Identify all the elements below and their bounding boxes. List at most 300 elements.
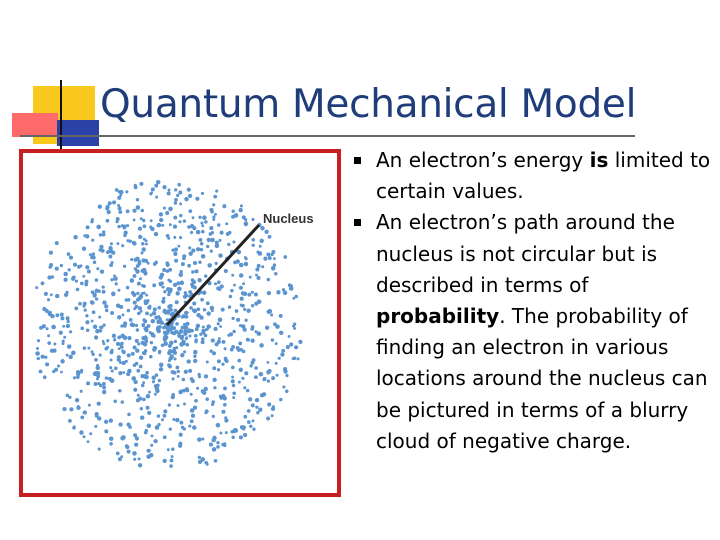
electron-dot <box>198 260 201 263</box>
electron-dot <box>250 339 254 343</box>
electron-dot <box>94 335 98 339</box>
electron-dot <box>78 302 82 306</box>
electron-dot <box>113 338 116 341</box>
electron-dot <box>267 278 270 281</box>
electron-dot <box>193 309 198 314</box>
electron-dot <box>118 359 121 362</box>
electron-dot <box>105 205 109 209</box>
electron-dot <box>275 342 278 345</box>
electron-dot <box>255 274 258 277</box>
electron-dot <box>165 211 169 215</box>
electron-dot <box>73 425 76 428</box>
electron-dot <box>134 184 137 187</box>
electron-dot <box>276 290 280 294</box>
electron-dot <box>102 300 106 304</box>
electron-dot <box>168 207 173 212</box>
electron-dot <box>212 351 216 355</box>
electron-dot <box>143 352 146 355</box>
electron-dot <box>37 339 40 342</box>
electron-dot <box>222 204 226 208</box>
electron-dot <box>188 290 192 294</box>
title-underline <box>20 135 635 137</box>
electron-dot <box>94 358 98 362</box>
electron-dot <box>210 238 215 243</box>
electron-dot <box>155 389 159 393</box>
electron-dot <box>247 409 251 413</box>
electron-dot <box>140 415 144 419</box>
electron-dot <box>212 366 216 370</box>
electron-dot <box>254 292 258 296</box>
electron-dot <box>217 280 221 284</box>
electron-dot <box>136 264 140 268</box>
electron-dot <box>41 281 45 285</box>
electron-dot <box>274 272 278 276</box>
electron-dot <box>145 243 148 246</box>
electron-dot <box>139 365 143 369</box>
electron-dot <box>198 375 201 378</box>
electron-dot <box>206 245 209 248</box>
electron-dot <box>218 337 221 340</box>
electron-dot <box>138 227 142 231</box>
electron-dot <box>194 334 198 338</box>
electron-dot <box>159 212 163 216</box>
electron-dot <box>141 242 145 246</box>
electron-dot <box>150 332 154 336</box>
electron-dot <box>82 305 85 308</box>
electron-dot <box>150 219 153 222</box>
electron-dot <box>251 304 254 307</box>
electron-dot <box>118 389 122 393</box>
electron-dot <box>154 346 158 350</box>
electron-dot <box>217 223 221 227</box>
electron-dot <box>113 276 118 281</box>
electron-dot <box>204 374 208 378</box>
electron-dot <box>149 355 153 359</box>
electron-dot <box>236 318 240 322</box>
electron-dot <box>196 307 200 311</box>
electron-dot <box>98 248 101 251</box>
electron-dot <box>107 210 111 214</box>
electron-dot <box>214 282 217 285</box>
electron-dot <box>129 318 133 322</box>
electron-dot <box>160 219 163 222</box>
electron-dot <box>137 394 140 397</box>
electron-dot <box>179 273 184 278</box>
electron-dot <box>97 290 100 293</box>
electron-dot <box>111 349 114 352</box>
electron-dot <box>192 425 196 429</box>
electron-dot <box>51 325 56 330</box>
electron-dot <box>259 245 262 248</box>
electron-dot <box>76 288 80 292</box>
electron-dot <box>87 440 90 443</box>
electron-dot <box>137 342 140 345</box>
bullet-emphasis: is <box>589 148 609 172</box>
bullet-text: . The probability of finding an electron in various locations around the nucleus can be pictured in terms of a blurry cloud of negative charge. <box>376 304 708 453</box>
electron-dot <box>145 429 148 432</box>
electron-dot <box>174 259 178 263</box>
electron-dot <box>239 208 243 212</box>
electron-dot <box>111 369 114 372</box>
electron-dot <box>183 403 186 406</box>
electron-dot <box>150 444 153 447</box>
electron-dot <box>192 301 196 305</box>
electron-dot <box>175 300 179 304</box>
electron-dot <box>244 371 248 375</box>
electron-dot <box>163 459 167 463</box>
electron-dot <box>247 338 250 341</box>
electron-dot <box>117 336 121 340</box>
electron-dot <box>187 188 191 192</box>
electron-dot <box>127 450 131 454</box>
electron-dot <box>93 325 97 329</box>
electron-dot <box>151 319 156 324</box>
electron-dot <box>252 419 255 422</box>
electron-dot <box>293 327 296 330</box>
electron-dot <box>100 326 104 330</box>
electron-dot <box>122 371 125 374</box>
electron-dot <box>90 255 94 259</box>
electron-dot <box>152 381 155 384</box>
electron-dot <box>228 305 231 308</box>
electron-dot <box>198 456 201 459</box>
electron-dot <box>140 407 143 410</box>
electron-dot <box>155 373 159 377</box>
electron-dot <box>198 216 201 219</box>
electron-dot <box>162 185 166 189</box>
electron-dot <box>167 363 171 367</box>
electron-dot <box>47 341 51 345</box>
electron-dot <box>211 231 214 234</box>
electron-dot <box>125 444 129 448</box>
electron-dot <box>102 385 106 389</box>
electron-dot <box>159 363 164 368</box>
electron-dot <box>132 241 136 245</box>
electron-dot <box>102 230 105 233</box>
electron-dot <box>268 235 272 239</box>
electron-dot <box>222 340 226 344</box>
electron-dot <box>217 368 220 371</box>
electron-dot <box>191 414 195 418</box>
electron-dot <box>120 324 123 327</box>
electron-dot <box>244 319 247 322</box>
electron-dot <box>179 433 183 437</box>
electron-dot <box>75 398 79 402</box>
electron-dot <box>188 425 191 428</box>
electron-dot <box>262 378 265 381</box>
electron-dot <box>255 267 259 271</box>
electron-dot <box>126 372 130 376</box>
electron-dot <box>115 282 118 285</box>
electron-dot <box>72 276 76 280</box>
electron-dot <box>55 294 59 298</box>
electron-dot <box>220 231 224 235</box>
electron-dot <box>197 278 201 282</box>
electron-dot <box>251 218 254 221</box>
electron-dot <box>227 334 230 337</box>
electron-dot <box>64 293 68 297</box>
electron-dot <box>189 335 192 338</box>
electron-dot <box>102 382 106 386</box>
electron-dot <box>169 223 172 226</box>
electron-dot <box>169 280 172 283</box>
electron-dot <box>130 258 133 261</box>
electron-dot <box>158 319 162 323</box>
electron-dot <box>177 245 180 248</box>
electron-dot <box>279 331 283 335</box>
electron-dot <box>105 219 109 223</box>
electron-dot <box>254 375 258 379</box>
electron-dot <box>172 326 176 330</box>
electron-dot <box>252 244 255 247</box>
electron-dot <box>117 225 120 228</box>
electron-dot <box>184 311 188 315</box>
electron-dot <box>97 402 101 406</box>
electron-dot <box>102 286 105 289</box>
electron-dot <box>88 404 91 407</box>
electron-dot <box>84 308 87 311</box>
electron-dot <box>104 304 108 308</box>
electron-dot <box>242 282 245 285</box>
electron-dot <box>246 309 250 313</box>
electron-dot <box>239 324 242 327</box>
electron-dot <box>108 201 112 205</box>
electron-dot <box>143 224 147 228</box>
electron-dot <box>213 327 217 331</box>
electron-dot <box>118 457 122 461</box>
electron-dot <box>288 283 292 287</box>
electron-dot <box>231 274 234 277</box>
electron-dot <box>99 354 102 357</box>
electron-dot <box>163 435 167 439</box>
electron-dot <box>265 326 269 330</box>
electron-dot <box>249 276 252 279</box>
electron-dot <box>207 263 212 268</box>
electron-dot <box>49 251 53 255</box>
electron-dot <box>73 235 77 239</box>
electron-dot <box>280 352 284 356</box>
electron-dot <box>170 354 174 358</box>
electron-dot <box>145 294 148 297</box>
electron-dot <box>232 241 235 244</box>
electron-dot <box>231 215 235 219</box>
electron-dot <box>259 372 264 377</box>
electron-dot <box>260 226 264 230</box>
electron-dot <box>191 379 195 383</box>
electron-dot <box>146 301 149 304</box>
electron-dot <box>50 349 54 353</box>
electron-dot <box>231 376 234 379</box>
electron-dot <box>180 281 185 286</box>
electron-dot <box>185 387 189 391</box>
electron-dot <box>294 295 298 299</box>
electron-dot <box>132 209 136 213</box>
electron-dot <box>236 259 240 263</box>
electron-dot <box>202 290 207 295</box>
electron-dot <box>133 433 137 437</box>
electron-dot <box>181 426 184 429</box>
electron-dot <box>283 255 287 259</box>
electron-dot <box>126 286 130 290</box>
electron-dot <box>181 340 186 345</box>
electron-dot <box>188 369 192 373</box>
electron-dot <box>57 364 60 367</box>
electron-dot <box>206 311 210 315</box>
electron-dot <box>256 276 260 280</box>
electron-dot <box>145 371 149 375</box>
electron-dot <box>221 410 225 414</box>
electron-dot <box>69 330 72 333</box>
electron-dot <box>117 315 121 319</box>
electron-dot <box>80 416 84 420</box>
electron-dot <box>188 209 192 213</box>
electron-dot <box>169 304 173 308</box>
electron-dot <box>121 400 124 403</box>
electron-dot <box>262 392 266 396</box>
electron-dot <box>162 286 165 289</box>
electron-dot <box>95 278 99 282</box>
electron-dot <box>163 290 166 293</box>
electron-dot <box>139 182 143 186</box>
electron-dot <box>123 265 126 268</box>
electron-dot <box>172 418 175 421</box>
electron-dot <box>167 448 170 451</box>
electron-dot <box>195 197 199 201</box>
electron-dot <box>41 355 45 359</box>
electron-dot <box>188 194 192 198</box>
electron-dot <box>249 364 252 367</box>
electron-dot <box>212 378 216 382</box>
electron-dot <box>162 268 166 272</box>
electron-dot <box>281 349 285 353</box>
electron-dot <box>69 256 73 260</box>
bullet-text: An electron’s energy <box>376 148 590 172</box>
electron-dot <box>239 263 244 268</box>
electron-dot <box>275 362 278 365</box>
electron-dot <box>162 414 166 418</box>
electron-dot <box>194 269 198 273</box>
electron-dot <box>104 429 108 433</box>
electron-dot <box>258 408 262 412</box>
electron-dot <box>86 328 90 332</box>
electron-dot <box>171 455 174 458</box>
electron-dot <box>150 191 153 194</box>
electron-dot <box>190 231 193 234</box>
electron-dot <box>161 344 165 348</box>
electron-dot <box>273 257 276 260</box>
electron-dot <box>238 381 241 384</box>
electron-dot <box>125 298 129 302</box>
electron-dot <box>126 422 130 426</box>
electron-dot <box>121 224 124 227</box>
electron-dot <box>183 332 187 336</box>
electron-dot <box>143 336 148 341</box>
electron-dot <box>184 370 188 374</box>
electron-dot <box>173 347 177 351</box>
electron-dot <box>162 310 165 313</box>
electron-dot <box>255 398 259 402</box>
electron-dot <box>196 313 200 317</box>
electron-dot <box>109 263 113 267</box>
electron-dot <box>55 241 59 245</box>
electron-dot <box>175 322 179 326</box>
electron-dot <box>199 333 202 336</box>
electron-dot <box>178 190 182 194</box>
electron-dot <box>63 278 67 282</box>
electron-dot <box>266 252 270 256</box>
electron-dot <box>267 291 271 295</box>
electron-dot <box>177 183 181 187</box>
electron-dot <box>67 252 71 256</box>
electron-dot <box>205 397 209 401</box>
electron-dot <box>108 255 112 259</box>
decor-red-square <box>12 113 58 137</box>
electron-dot <box>218 239 221 242</box>
electron-dot <box>158 350 161 353</box>
electron-dot <box>161 418 164 421</box>
electron-dot <box>139 294 143 298</box>
electron-dot <box>221 308 225 312</box>
electron-dot <box>141 269 145 273</box>
electron-dot <box>143 342 147 346</box>
electron-dot <box>141 209 145 213</box>
electron-dot <box>134 267 137 270</box>
electron-dot <box>219 432 222 435</box>
electron-dot <box>271 338 274 341</box>
electron-dot <box>168 349 171 352</box>
electron-dot <box>86 225 90 229</box>
electron-dot <box>46 327 49 330</box>
electron-dot <box>89 432 92 435</box>
electron-dot <box>206 463 209 466</box>
electron-dot <box>256 250 259 253</box>
electron-dot <box>69 407 73 411</box>
electron-dot <box>36 347 39 350</box>
electron-dot <box>267 402 271 406</box>
electron-dot <box>259 343 264 348</box>
electron-dot <box>201 225 204 228</box>
electron-dot <box>83 234 86 237</box>
electron-dot <box>231 436 234 439</box>
electron-dot <box>224 269 228 273</box>
electron-dot <box>239 273 243 277</box>
electron-dot <box>241 304 245 308</box>
electron-dot <box>227 243 230 246</box>
electron-dot <box>73 376 76 379</box>
electron-dot <box>221 394 226 399</box>
electron-dot <box>223 403 227 407</box>
electron-dot <box>256 411 259 414</box>
electron-dot <box>239 435 243 439</box>
electron-dot <box>184 294 188 298</box>
electron-dot <box>202 391 206 395</box>
electron-dot <box>153 307 157 311</box>
electron-dot <box>49 263 53 267</box>
electron-dot <box>174 201 178 205</box>
electron-dot <box>90 301 94 305</box>
electron-dot <box>219 325 222 328</box>
electron-dot <box>231 430 234 433</box>
electron-dot <box>133 301 137 305</box>
electron-dot <box>211 309 214 312</box>
electron-dot <box>121 244 124 247</box>
electron-dot <box>59 331 63 335</box>
electron-dot <box>261 265 264 268</box>
electron-dot <box>93 261 97 265</box>
electron-dot <box>44 356 47 359</box>
electron-dot <box>104 420 108 424</box>
electron-dot <box>203 308 206 311</box>
